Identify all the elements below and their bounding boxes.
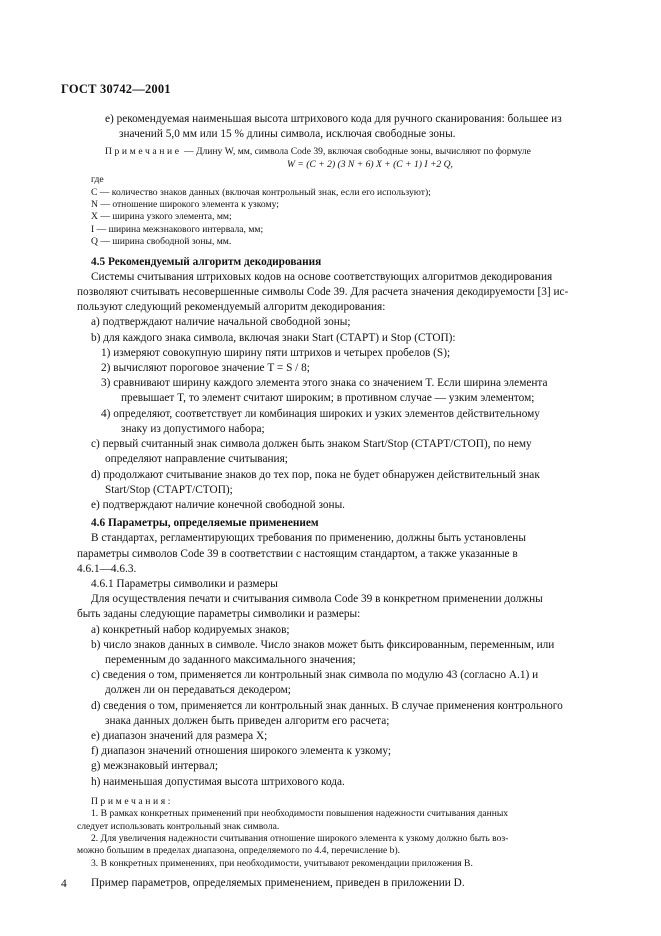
- algorithm-substep-4-line1: 4) определяют, соответствует ли комбинация широких и узких элементов действительному: [101, 407, 540, 420]
- note-3: 3. В конкретных применениях, при необходимости, учитывают рекомендации приложения В.: [91, 857, 473, 869]
- formula: W = (C + 2) (3 N + 6) X + (C + 1) I +2 Q,: [287, 158, 453, 170]
- algorithm-substep-4-line2: знаку из допустимого набора;: [121, 422, 265, 435]
- note-1-line2: следует использовать контрольный знак символа.: [77, 820, 280, 832]
- paragraph-4-5-line3: пользуют следующий рекомендуемый алгоритм декодирования:: [77, 301, 386, 314]
- note-label: Примечание: [105, 146, 182, 158]
- note-line: [91, 146, 599, 158]
- parameter-item-f: f) диапазон значений отношения широкого элемента к узкому;: [91, 745, 392, 758]
- parameter-item-h: h) наименьшая допустимая высота штрихового кода.: [91, 775, 345, 788]
- note-2-line2: можно большим в пределах диапазона, определяемого по 4.4, перечисление b).: [77, 845, 401, 857]
- paragraph-4-6-1-line2: быть заданы следующие параметры символики и размеры:: [77, 608, 361, 621]
- paragraph-4-5-line2: позволяют считывать несовершенные символы Code 39. Для расчета значения декодируемости [3] ис-: [77, 286, 569, 299]
- algorithm-step-e: е) подтверждают наличие конечной свободной зоны.: [91, 498, 346, 511]
- parameter-item-b-line2: переменным до заданного максимального значения;: [105, 653, 356, 666]
- page-number: 4: [61, 878, 67, 890]
- note-2-line1: 2. Для увеличения надежности считывания отношение широкого элемента к узкому должно быть воз-: [91, 832, 509, 844]
- algorithm-step-d-line1: d) продолжают считывание знаков до тех пор, пока не будет обнаружен действительный знак: [91, 468, 540, 481]
- parameter-item-c-line1: с) сведения о том, применяется ли контрольный знак символа по модулю 43 (согласно А.1) и: [91, 669, 539, 682]
- paragraph-4-5-line1: Системы считывания штриховых кодов на основе соответствующих алгоритмов декодирования: [91, 270, 553, 283]
- list-item-e-line1: е) рекомендуемая наименьшая высота штрихового кода для ручного сканирования: большее из: [105, 113, 562, 125]
- parameter-item-g: g) межзнаковый интервал;: [91, 760, 218, 773]
- parameter-item-d-line1: d) сведения о том, применяется ли контрольный знак данных. В случае применения контрольного: [91, 699, 563, 712]
- algorithm-step-c-line1: с) первый считанный знак символа должен быть знаком Start/Stop (СТАРТ/СТОП), по нему: [91, 438, 532, 451]
- algorithm-substep-2: 2) вычисляют пороговое значение T = S / 8;: [101, 362, 310, 375]
- parameter-item-e: е) диапазон значений для размера X;: [91, 729, 268, 742]
- algorithm-step-b: b) для каждого знака символа, включая знаки Start (СТАРТ) и Stop (СТОП):: [91, 331, 456, 344]
- algorithm-step-d-line2: Start/Stop (СТАРТ/СТОП);: [105, 483, 233, 496]
- section-heading-4-6: 4.6 Параметры, определяемые применением: [91, 517, 319, 530]
- subsection-heading-4-6-1: 4.6.1 Параметры символики и размеры: [91, 577, 278, 590]
- notes-label: Примечания:: [91, 795, 173, 807]
- definition-i: I — ширина межзнакового интервала, мм;: [91, 223, 264, 235]
- document-header: ГОСТ 30742—2001: [61, 82, 171, 96]
- closing-paragraph: Пример параметров, определяемых применением, приведен в приложении D.: [91, 877, 465, 890]
- parameter-item-d-line2: знака данных должен быть приведен алгоритм его расчета;: [105, 714, 390, 727]
- definition-c: C — количество знаков данных (включая контрольный знак, если его используют);: [91, 186, 431, 198]
- where-label: где: [91, 174, 104, 186]
- paragraph-4-6-line1: В стандартах, регламентирующих требования по применению, должны быть установлены: [91, 532, 526, 545]
- algorithm-substep-3-line2: превышает T, то элемент считают широким; в противном случае — узким элементом;: [121, 392, 535, 405]
- definition-q: Q — ширина свободной зоны, мм.: [91, 236, 232, 248]
- parameter-item-a: а) конкретный набор кодируемых знаков;: [91, 623, 290, 636]
- parameter-item-b-line1: b) число знаков данных в символе. Число знаков может быть фиксированным, переменным, или: [91, 638, 555, 651]
- algorithm-step-a: а) подтверждают наличие начальной свободной зоны;: [91, 316, 351, 329]
- section-heading-4-5: 4.5 Рекомендуемый алгоритм декодирования: [91, 255, 322, 268]
- algorithm-substep-3-line1: 3) сравнивают ширину каждого элемента этого знака со значением T. Если ширина элемента: [101, 377, 548, 390]
- definition-n: N — отношение широкого элемента к узкому;: [91, 199, 279, 211]
- algorithm-substep-1: 1) измеряют совокупную ширину пяти штрихов и четырех пробелов (S);: [101, 346, 451, 359]
- paragraph-4-6-line3: 4.6.1—4.6.3.: [77, 562, 137, 575]
- note-text: — Длину W, мм, символа Code 39, включая свободные зоны, вычисляют по формуле: [181, 146, 531, 158]
- paragraph-4-6-line2: параметры символов Code 39 в соответствии с настоящим стандартом, а также указанные в: [77, 547, 518, 560]
- list-item-e-line2: значений 5,0 мм или 15 % длины символа, исключая свободные зоны.: [119, 128, 456, 141]
- definition-x: X — ширина узкого элемента, мм;: [91, 211, 232, 223]
- page-body: [77, 112, 599, 891]
- paragraph-4-6-1-line1: Для осуществления печати и считывания символа Code 39 в конкретном применении должны: [91, 593, 543, 606]
- parameter-item-c-line2: должен ли он передаваться декодером;: [105, 684, 291, 697]
- note-1-line1: 1. В рамках конкретных применений при необходимости повышения надежности считывания данных: [91, 808, 509, 820]
- algorithm-step-c-line2: определяют направление считывания;: [105, 453, 288, 466]
